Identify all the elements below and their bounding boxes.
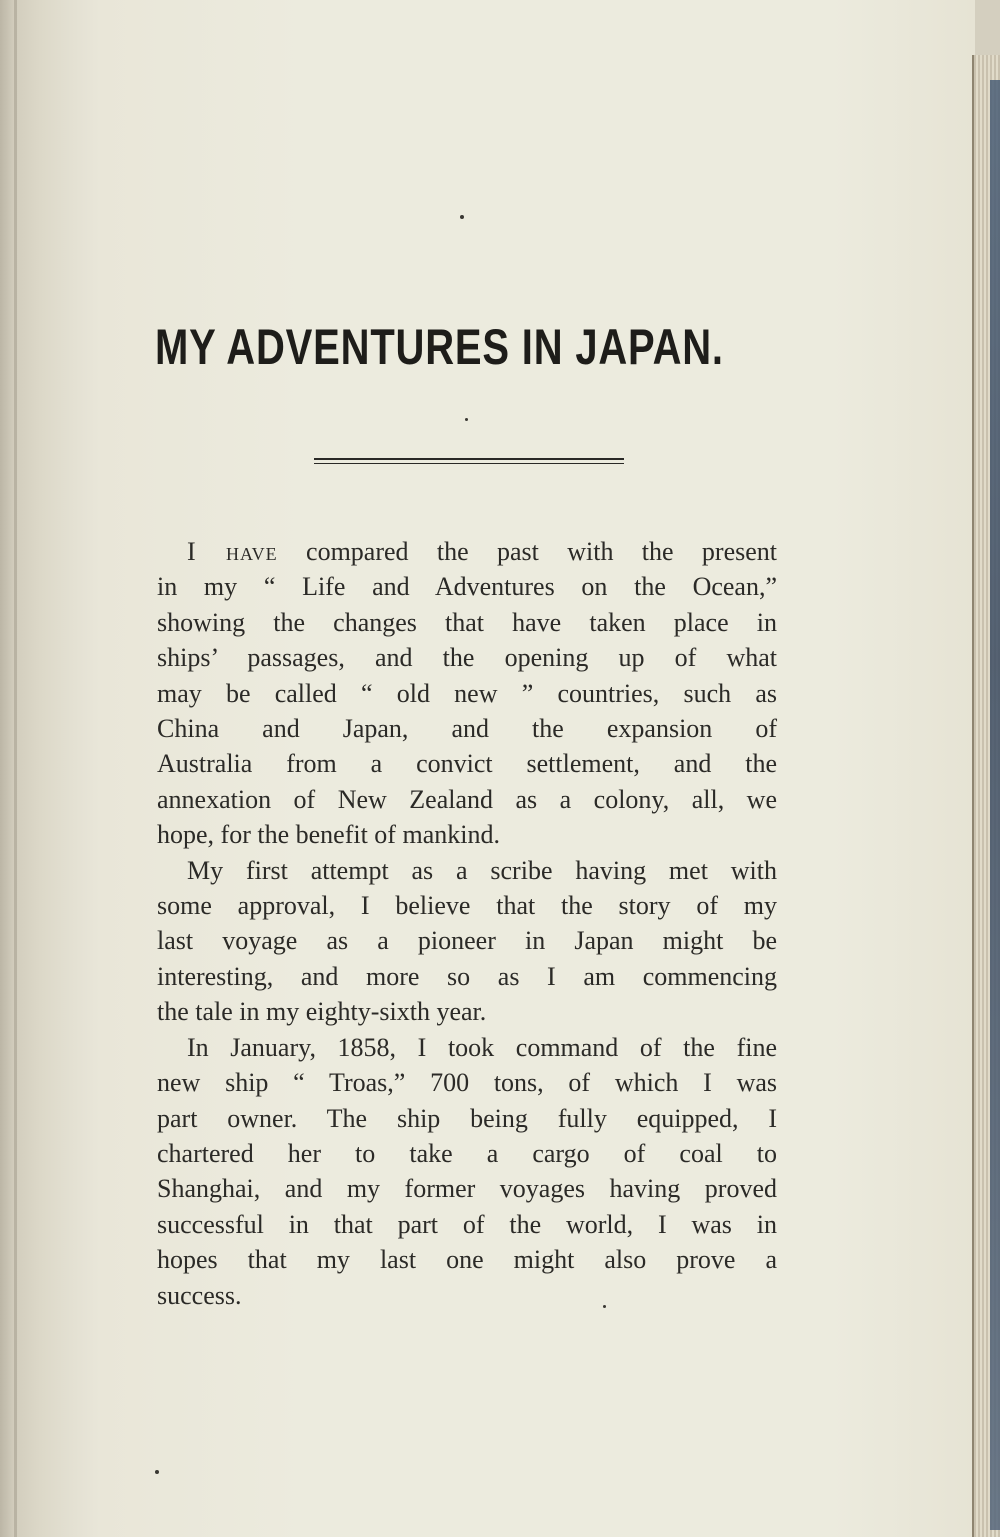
text-line: I have compared the past with the present	[187, 537, 778, 566]
text-line: the tale in my eighty-sixth year.	[157, 997, 487, 1027]
spine-crease	[14, 0, 17, 1537]
text-line: in my “ Life and Adventures on the Ocean,”	[157, 572, 777, 602]
text-line: some approval, I believe that the story of my	[157, 891, 777, 921]
text-line: success.	[157, 1280, 242, 1310]
text-line: last voyage as a pioneer in Japan might be	[157, 926, 777, 956]
chapter-title: MY ADVENTURES IN JAPAN.	[155, 319, 724, 375]
text-line: annexation of New Zealand as a colony, all, we	[157, 784, 777, 814]
lead-words: I have	[187, 537, 278, 566]
cover-edge	[990, 80, 1000, 1530]
text-line: hope, for the benefit of mankind.	[157, 820, 500, 850]
text-line: successful in that part of the world, I was in	[157, 1209, 777, 1239]
text-line: China and Japan, and the expansion of	[157, 714, 777, 744]
text-line: part owner. The ship being fully equipped, I	[157, 1103, 777, 1133]
text-line: ships’ passages, and the opening up of what	[157, 643, 777, 673]
text-line: may be called “ old new ” countries, such as	[157, 678, 777, 708]
ink-speck	[603, 1305, 606, 1308]
text-line: showing the changes that have taken place in	[157, 607, 777, 637]
text-line: new ship “ Troas,” 700 tons, of which I was	[157, 1068, 777, 1098]
ink-speck	[465, 418, 468, 421]
title-rule	[314, 458, 624, 466]
ink-speck	[155, 1470, 159, 1474]
text-line: hopes that my last one might also prove a	[157, 1245, 777, 1275]
text-line: interesting, and more so as I am commencing	[157, 961, 777, 991]
text-line: Shanghai, and my former voyages having proved	[157, 1174, 777, 1204]
text-line: My first attempt as a scribe having met with	[187, 855, 777, 885]
text-line: Australia from a convict settlement, and the	[157, 749, 777, 779]
ink-speck	[460, 215, 464, 219]
body-text	[157, 534, 777, 1313]
text-line: In January, 1858, I took command of the fine	[187, 1032, 777, 1062]
text-line: chartered her to take a cargo of coal to	[157, 1138, 777, 1168]
